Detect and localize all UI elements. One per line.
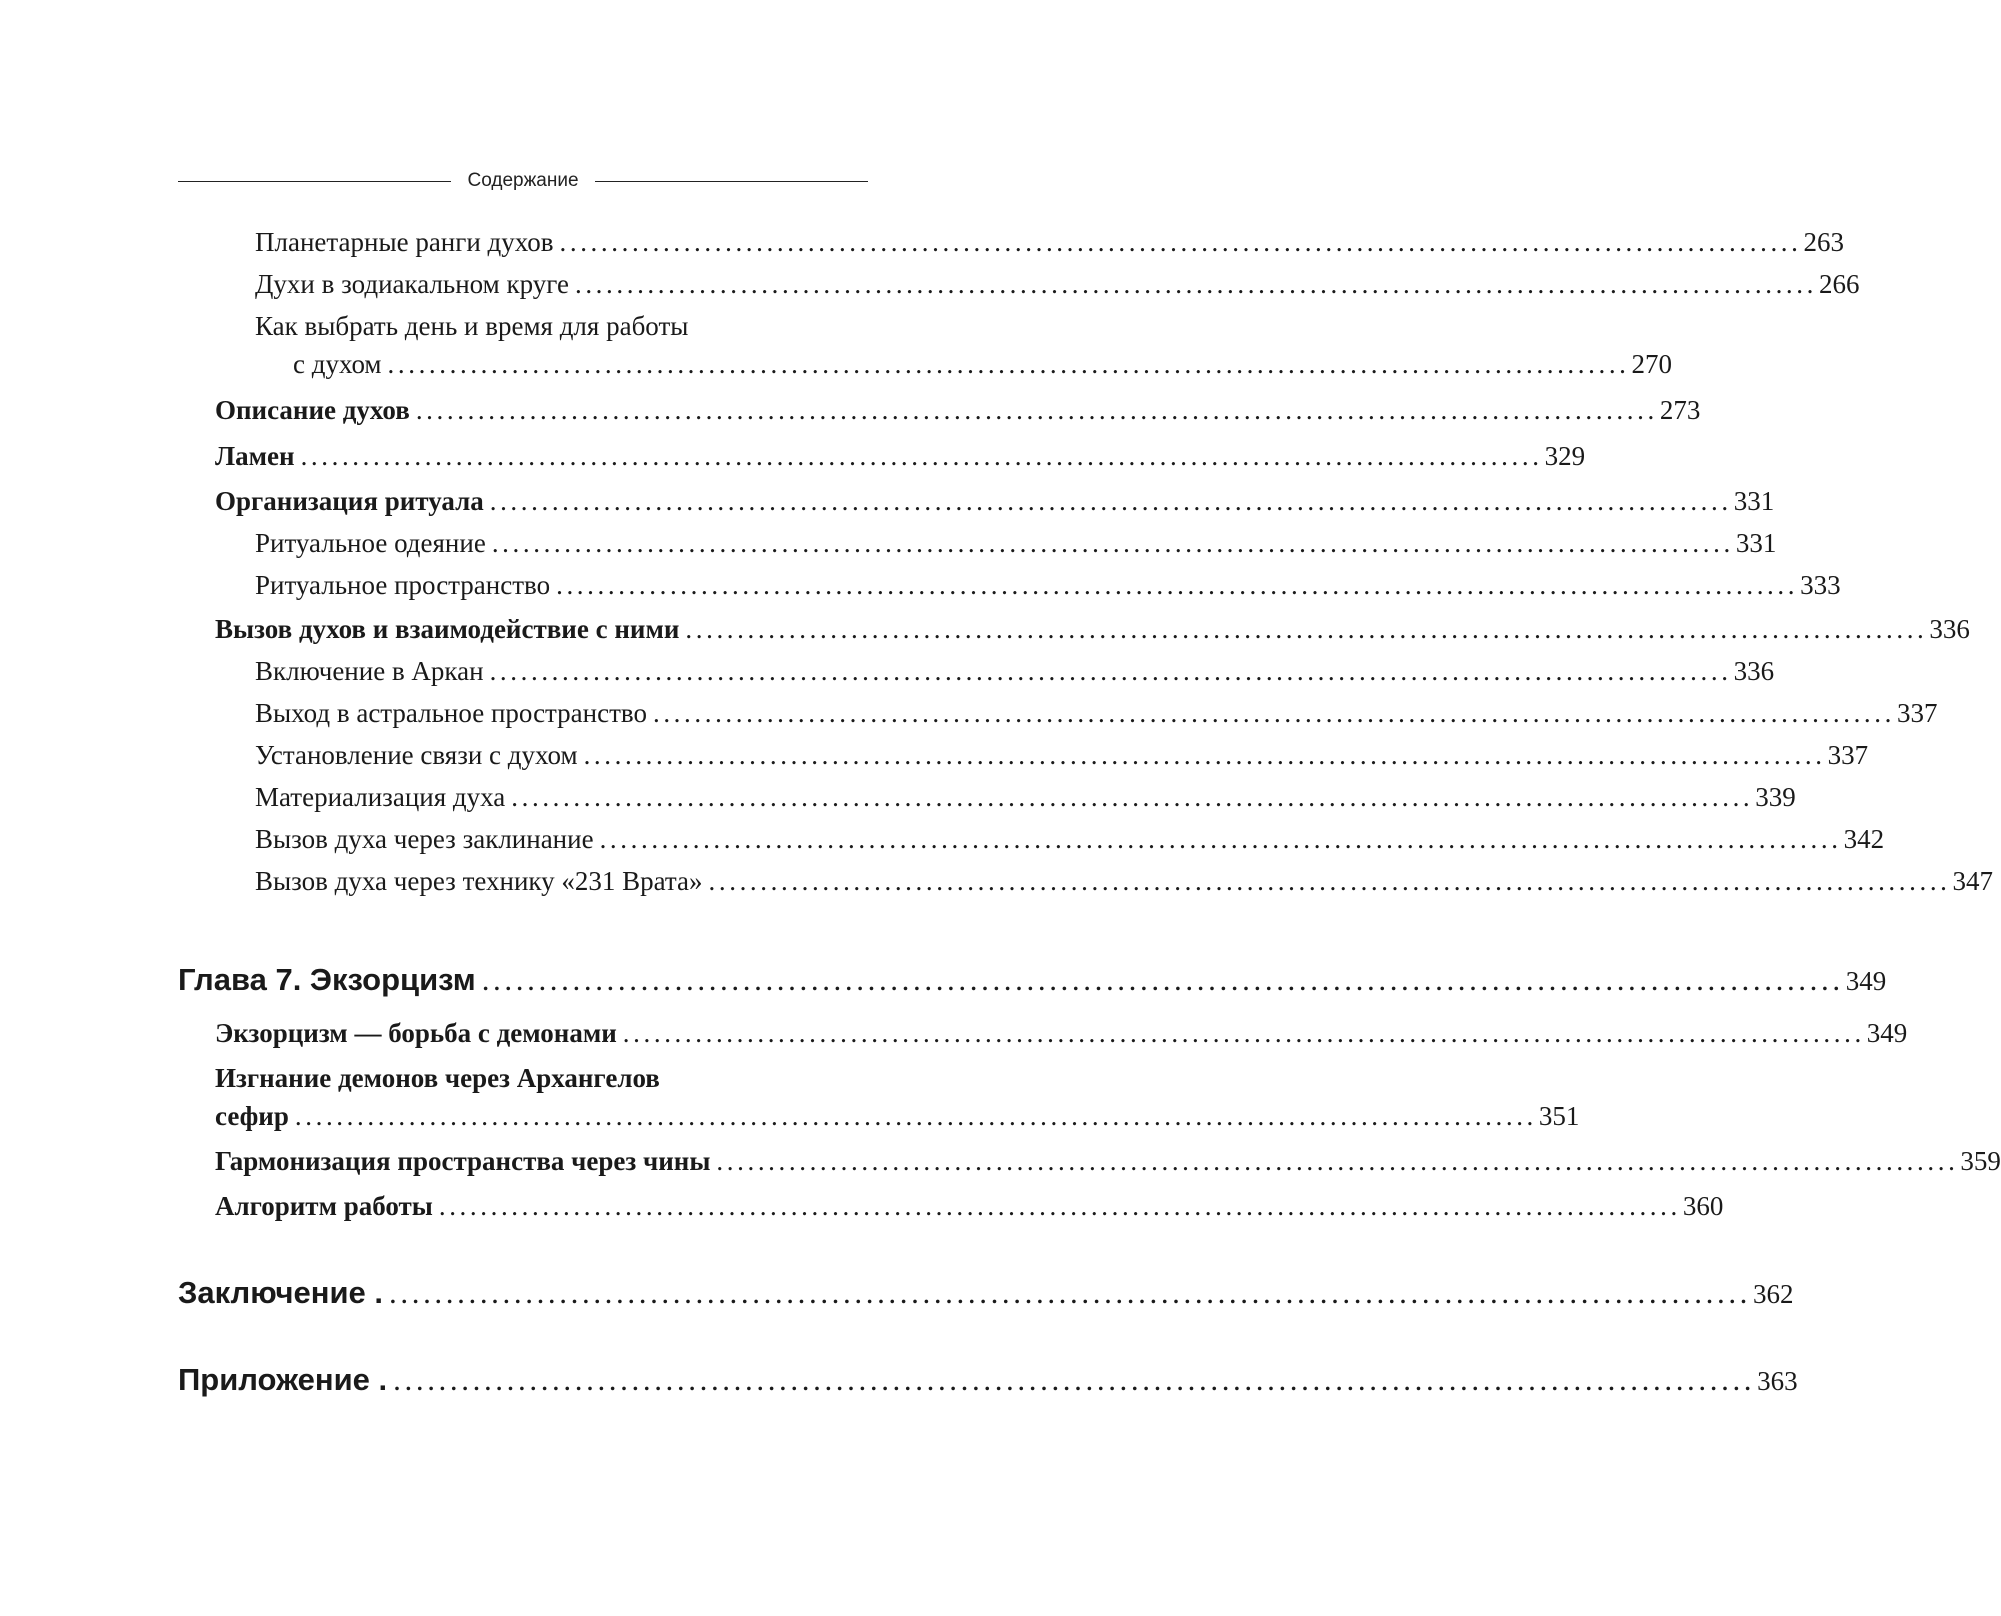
toc-entry-label: Ритуальное пространство bbox=[255, 570, 551, 600]
toc-entry-page: 359 bbox=[1960, 1146, 2001, 1176]
toc-entry-page: 329 bbox=[1544, 441, 1586, 471]
dot-leader: ........................................................................................................................ bbox=[491, 528, 1734, 558]
toc-entry-page: 349 bbox=[1845, 966, 1887, 996]
dot-leader: ........................................................................................................................ bbox=[294, 1101, 1537, 1131]
toc-entry-page: 362 bbox=[1753, 1279, 1794, 1309]
toc-entry-page: 336 bbox=[1733, 656, 1775, 686]
toc-chapter[interactable] bbox=[178, 1358, 1798, 1403]
dot-leader: ........................................................................................................................ bbox=[652, 698, 1895, 728]
toc-entry-label: Экзорцизм — борьба с демонами bbox=[215, 1018, 617, 1048]
toc-entry[interactable] bbox=[293, 344, 1673, 384]
toc-entry-label: Алгоритм работы bbox=[215, 1191, 433, 1221]
dot-leader: ........................................................................................................................ bbox=[393, 1362, 1756, 1397]
toc-entry[interactable] bbox=[215, 1141, 2001, 1181]
toc-entry-label: Духи в зодиакальном круге bbox=[255, 269, 569, 299]
dot-leader: ........................................................................................................................ bbox=[438, 1191, 1681, 1221]
toc-entry[interactable] bbox=[255, 735, 1869, 775]
dot-leader: ........................................................................................................................ bbox=[415, 395, 1658, 425]
toc-entry-label: Выход в астральное пространство bbox=[255, 698, 647, 728]
toc-entry[interactable] bbox=[255, 222, 1844, 262]
toc-entry[interactable] bbox=[255, 861, 1994, 901]
toc-entry-page: 351 bbox=[1538, 1101, 1580, 1131]
dot-leader: ........................................................................................................................ bbox=[583, 740, 1826, 770]
dot-leader: ........................................................................................................................ bbox=[622, 1018, 1865, 1048]
toc-entry-label: с духом bbox=[293, 349, 382, 379]
toc-entry-page: 337 bbox=[1896, 698, 1938, 728]
toc-entry-page: 273 bbox=[1659, 395, 1701, 425]
toc-entry[interactable] bbox=[255, 777, 1796, 817]
header-rule-right bbox=[595, 181, 868, 182]
toc-entry-label: Ламен bbox=[215, 441, 295, 471]
dot-leader: ........................................................................................................................ bbox=[300, 441, 1543, 471]
toc-entry[interactable] bbox=[255, 523, 1777, 563]
toc-entry-label: Описание духов bbox=[215, 395, 410, 425]
toc-entry[interactable] bbox=[255, 264, 1860, 304]
toc-chapter-label: Глава 7. Экзорцизм bbox=[178, 962, 476, 997]
toc-chapter-label: Заключение . bbox=[178, 1275, 384, 1310]
dot-leader: ........................................................................................................................ bbox=[511, 782, 1754, 812]
toc-entry-label: Вызов духа через технику «231 Врата» bbox=[255, 866, 703, 896]
toc-entry-page: 337 bbox=[1827, 740, 1869, 770]
header-rule-left bbox=[178, 181, 451, 182]
toc-entry-page: 342 bbox=[1843, 824, 1885, 854]
dot-leader: ........................................................................................................................ bbox=[556, 570, 1799, 600]
toc-entry-label: Планетарные ранги духов bbox=[255, 227, 554, 257]
toc-entry-label: Включение в Аркан bbox=[255, 656, 484, 686]
toc-entry-label: Вызов духов и взаимодействие с ними bbox=[215, 614, 680, 644]
toc-chapter-label: Приложение . bbox=[178, 1362, 388, 1397]
dot-leader: ........................................................................................................................ bbox=[489, 486, 1732, 516]
running-head-title: Содержание bbox=[467, 170, 579, 191]
toc-entry[interactable] bbox=[255, 819, 1885, 859]
toc-entry-page: 263 bbox=[1803, 227, 1844, 257]
toc-entry[interactable] bbox=[215, 390, 1701, 430]
dot-leader: ........................................................................................................................ bbox=[387, 349, 1630, 379]
toc-entry-page: 270 bbox=[1631, 349, 1673, 379]
toc-entry-label: Ритуальное одеяние bbox=[255, 528, 486, 558]
toc-entry-label: Организация ритуала bbox=[215, 486, 484, 516]
toc-entry-label: сефир bbox=[215, 1101, 289, 1131]
toc-entry-label: Установление связи с духом bbox=[255, 740, 578, 770]
toc-entry[interactable] bbox=[215, 1186, 1724, 1226]
dot-leader: ........................................................................................................................ bbox=[389, 1275, 1752, 1310]
toc-entry-page: 349 bbox=[1866, 1018, 1908, 1048]
toc-entry[interactable] bbox=[255, 693, 1938, 733]
dot-leader: ........................................................................................................................ bbox=[489, 656, 1732, 686]
toc-entry-page: 333 bbox=[1800, 570, 1841, 600]
running-head bbox=[178, 166, 868, 196]
toc-entry[interactable] bbox=[215, 436, 1586, 476]
dot-leader: ........................................................................................................................ bbox=[599, 824, 1842, 854]
toc-entry[interactable] bbox=[255, 651, 1775, 691]
toc-entry[interactable] bbox=[215, 1096, 1580, 1136]
dot-leader: ........................................................................................................................ bbox=[716, 1146, 1959, 1176]
toc-entry-page: 331 bbox=[1733, 486, 1775, 516]
toc-entry-page: 363 bbox=[1757, 1366, 1798, 1396]
dot-leader: ........................................................................................................................ bbox=[481, 962, 1844, 997]
toc-entry-page: 360 bbox=[1682, 1191, 1724, 1221]
toc-entry[interactable] bbox=[215, 609, 1970, 649]
toc-entry[interactable] bbox=[215, 1013, 1908, 1053]
toc-entry-page: 266 bbox=[1818, 269, 1860, 299]
toc-entry-label-line1[interactable]: Как выбрать день и время для работы bbox=[255, 311, 689, 341]
toc-entry-label: Гармонизация пространства через чины bbox=[215, 1146, 711, 1176]
toc-entry-page: 336 bbox=[1929, 614, 1970, 644]
dot-leader: ........................................................................................................................ bbox=[708, 866, 1951, 896]
dot-leader: ........................................................................................................................ bbox=[685, 614, 1928, 644]
toc-chapter[interactable] bbox=[178, 1271, 1794, 1316]
toc-entry[interactable] bbox=[255, 565, 1841, 605]
toc-entry-label: Вызов духа через заклинание bbox=[255, 824, 594, 854]
toc-entry-page: 331 bbox=[1735, 528, 1777, 558]
toc-entry-page: 347 bbox=[1952, 866, 1994, 896]
toc-entry-label-line1[interactable]: Изгнание демонов через Архангелов bbox=[215, 1063, 660, 1093]
dot-leader: ........................................................................................................................ bbox=[559, 227, 1802, 257]
toc-entry-label: Материализация духа bbox=[255, 782, 506, 812]
toc-chapter[interactable] bbox=[178, 958, 1887, 1003]
toc-entry-page: 339 bbox=[1755, 782, 1796, 812]
dot-leader: ........................................................................................................................ bbox=[574, 269, 1817, 299]
toc-entry[interactable] bbox=[215, 481, 1775, 521]
